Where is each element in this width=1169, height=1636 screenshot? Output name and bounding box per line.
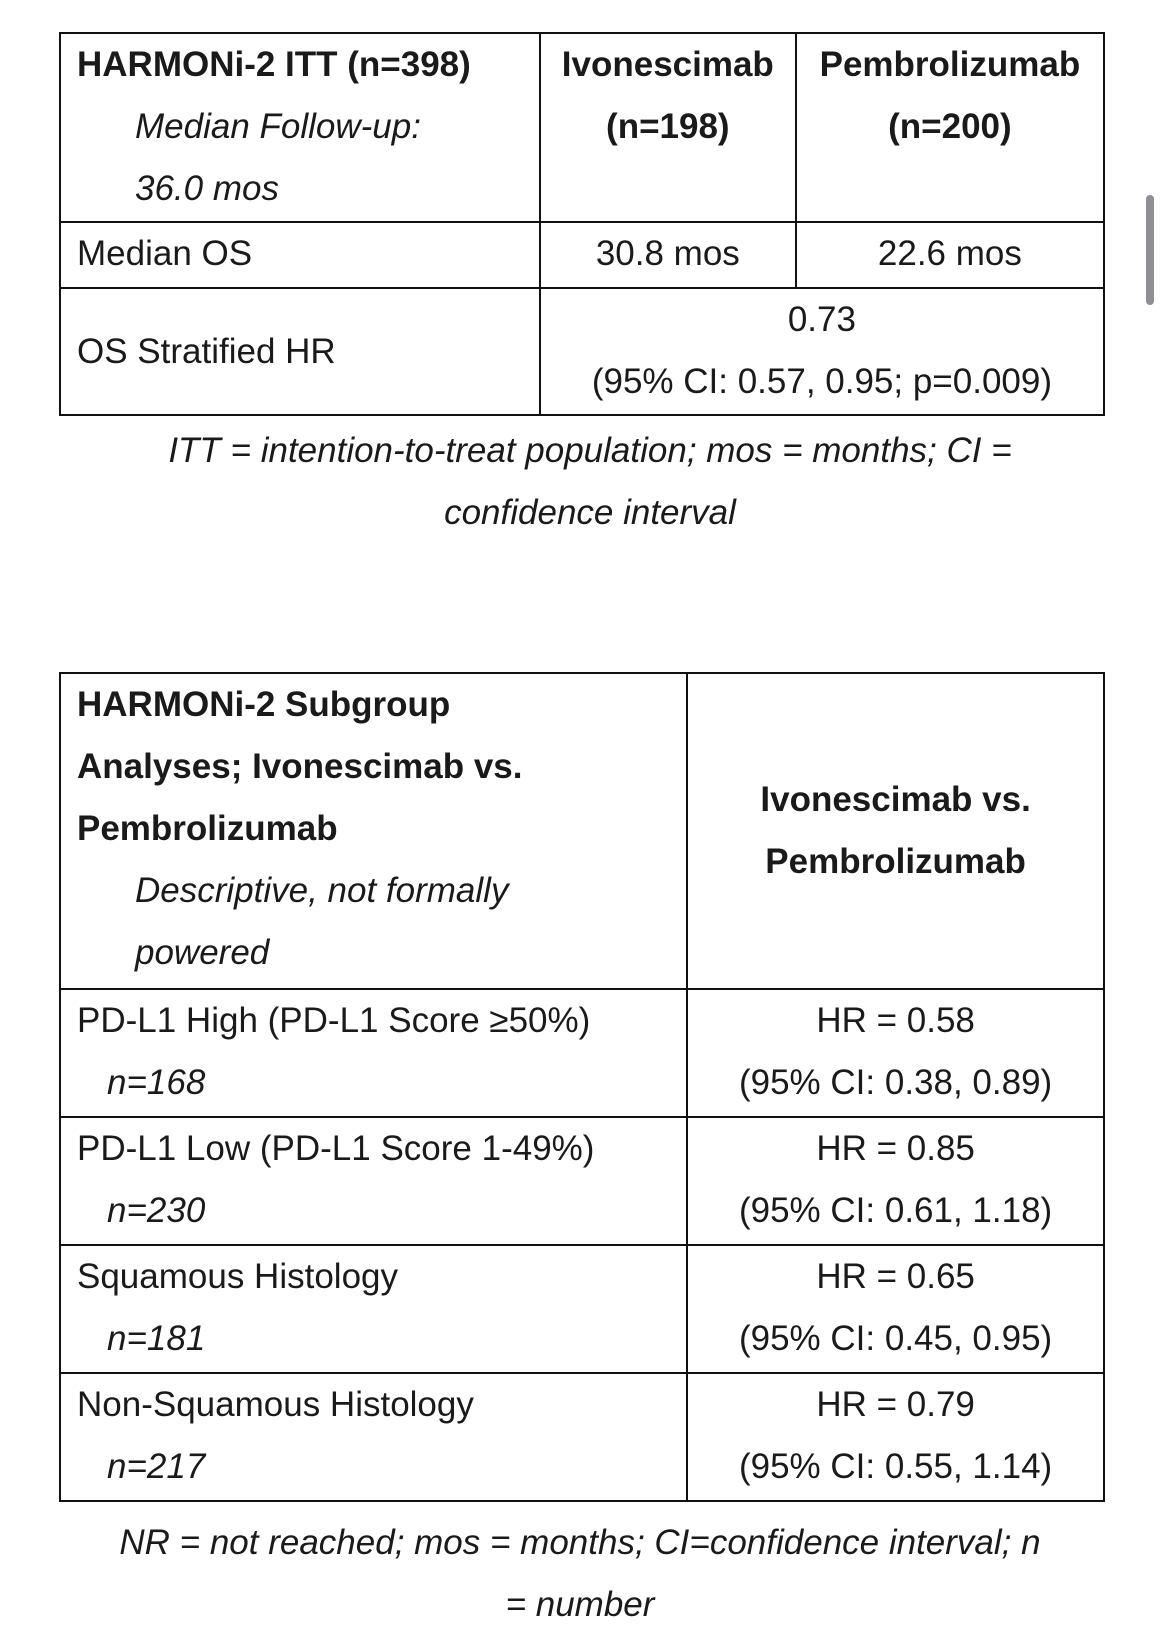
followup-value: 36.0 mos xyxy=(135,169,279,208)
table-row xyxy=(60,1245,1104,1373)
subgroup-label: Squamous Histology xyxy=(77,1257,398,1296)
subgroup-label-cell xyxy=(60,1373,687,1501)
os-hr-row xyxy=(60,288,1104,415)
median-os-label: Median OS xyxy=(60,222,540,288)
subgroup-hr-cell xyxy=(687,1245,1104,1373)
table-row xyxy=(60,1117,1104,1245)
comparison-header-line-1: Ivonescimab vs. xyxy=(760,780,1031,819)
itt-title: HARMONi-2 ITT (n=398) xyxy=(77,45,471,84)
os-hr-value: 0.73 xyxy=(787,300,856,339)
subgroup-hr-cell xyxy=(687,1373,1104,1501)
subgroup-n: n=230 xyxy=(107,1191,206,1230)
os-hr-label: OS Stratified HR xyxy=(60,288,540,415)
subgroup-note-line-1: Descriptive, not formally xyxy=(135,871,509,910)
itt-caption-line-1: ITT = intention-to-treat population; mos = months; CI = xyxy=(168,431,1012,470)
subgroup-label-cell xyxy=(60,989,687,1117)
subgroup-n: n=168 xyxy=(107,1063,206,1102)
subgroup-title-line-1: HARMONi-2 Subgroup xyxy=(77,685,451,724)
subgroup-caption-line-1: NR = not reached; mos = months; CI=confidence interval; n xyxy=(119,1523,1041,1562)
itt-table-header-row xyxy=(60,33,1104,222)
median-os-row xyxy=(60,222,1104,288)
itt-results-table xyxy=(59,32,1105,416)
subgroup-ci: (95% CI: 0.38, 0.89) xyxy=(738,1063,1053,1102)
median-os-ivonescimab: 30.8 mos xyxy=(540,222,796,288)
subgroup-title-line-2: Analyses; Ivonescimab vs. xyxy=(77,747,523,786)
subgroup-ci: (95% CI: 0.45, 0.95) xyxy=(738,1319,1053,1358)
subgroup-label-cell xyxy=(60,1117,687,1245)
subgroup-note-line-2: powered xyxy=(135,933,270,972)
subgroup-table-header-row xyxy=(60,673,1104,989)
subgroup-ci: (95% CI: 0.61, 1.18) xyxy=(738,1191,1053,1230)
itt-table-caption xyxy=(90,420,1090,544)
comparison-header-cell xyxy=(687,673,1104,989)
table-row xyxy=(60,989,1104,1117)
subgroup-n: n=217 xyxy=(107,1447,206,1486)
vertical-scrollbar[interactable] xyxy=(1146,195,1154,305)
pembrolizumab-header: Pembrolizumab xyxy=(819,45,1081,84)
subgroup-title-line-3: Pembrolizumab xyxy=(77,809,338,848)
os-hr-ci: (95% CI: 0.57, 0.95; p=0.009) xyxy=(591,362,1052,401)
followup-label: Median Follow-up: xyxy=(135,107,421,146)
subgroup-results-table xyxy=(59,672,1105,1502)
ivonescimab-header-cell xyxy=(540,33,796,222)
subgroup-hr-cell xyxy=(687,989,1104,1117)
subgroup-hr: HR = 0.65 xyxy=(816,1257,975,1296)
subgroup-caption-line-2: = number xyxy=(505,1585,655,1624)
ivonescimab-n: (n=198) xyxy=(606,107,730,146)
pembrolizumab-n: (n=200) xyxy=(888,107,1012,146)
subgroup-hr-cell xyxy=(687,1117,1104,1245)
subgroup-label: PD-L1 High (PD-L1 Score ≥50%) xyxy=(77,1001,591,1040)
itt-title-cell xyxy=(60,33,540,222)
subgroup-label: Non-Squamous Histology xyxy=(77,1385,474,1424)
pembrolizumab-header-cell xyxy=(796,33,1104,222)
table-row xyxy=(60,1373,1104,1501)
subgroup-n: n=181 xyxy=(107,1319,206,1358)
subgroup-ci: (95% CI: 0.55, 1.14) xyxy=(738,1447,1053,1486)
ivonescimab-header: Ivonescimab xyxy=(561,45,774,84)
median-os-pembrolizumab: 22.6 mos xyxy=(796,222,1104,288)
os-hr-value-cell xyxy=(540,288,1104,415)
subgroup-hr: HR = 0.85 xyxy=(816,1129,975,1168)
itt-caption-line-2: confidence interval xyxy=(444,493,736,532)
comparison-header-line-2: Pembrolizumab xyxy=(765,842,1026,881)
subgroup-label: PD-L1 Low (PD-L1 Score 1-49%) xyxy=(77,1129,595,1168)
subgroup-hr: HR = 0.79 xyxy=(816,1385,975,1424)
subgroup-table-caption xyxy=(50,1512,1110,1636)
subgroup-hr: HR = 0.58 xyxy=(816,1001,975,1040)
subgroup-label-cell xyxy=(60,1245,687,1373)
subgroup-title-cell xyxy=(60,673,687,989)
